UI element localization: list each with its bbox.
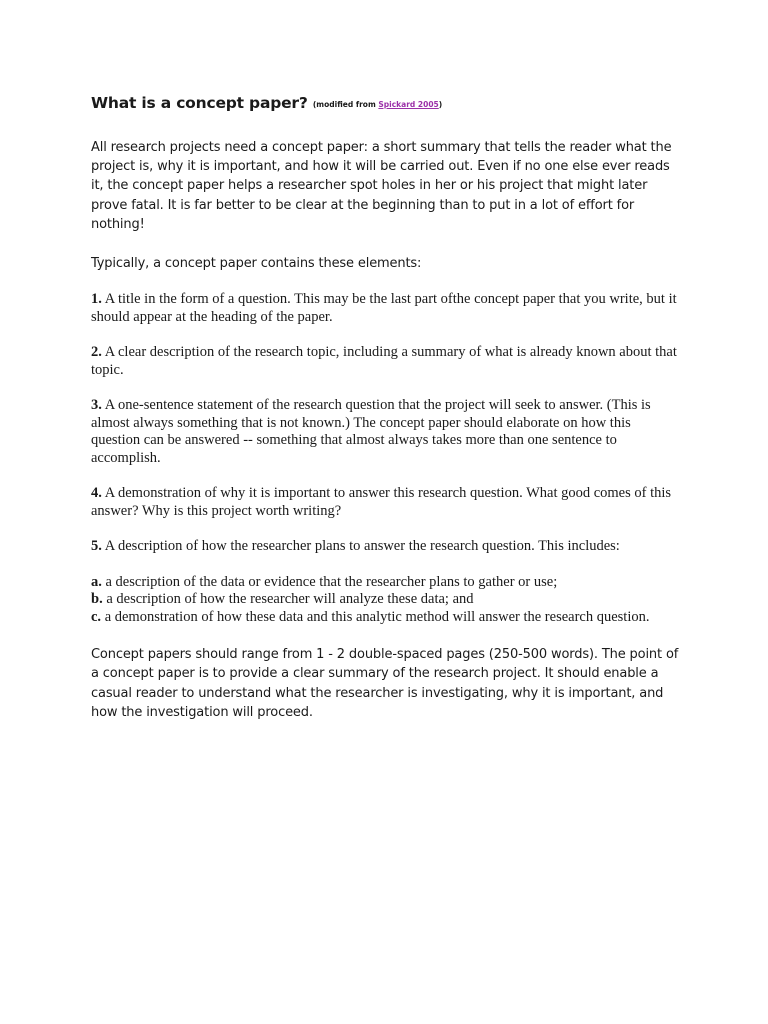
page-title	[91, 92, 681, 116]
element-item-5	[91, 538, 681, 556]
elements-intro: Typically, a concept paper contains these elements:	[91, 256, 422, 272]
element-item-4	[91, 485, 681, 520]
element-number: 4.	[91, 485, 102, 502]
element-item-2	[91, 344, 681, 379]
closing-paragraph: Concept papers should range from 1 - 2 double-spaced pages (250-500 words). The point of a concept paper is to provide a clear summary of the research project. It should enable a casual reader to understand what the researcher is investigating, why it is important, and how the investigation will proceed.	[91, 647, 679, 720]
sub-item-a	[91, 574, 681, 592]
source-note	[313, 100, 442, 109]
title-text: What is a concept paper?	[91, 94, 308, 112]
sub-item-c	[91, 609, 681, 627]
sub-item-letter: c.	[91, 608, 102, 625]
sub-item-text: a description of the data or evidence that the researcher plans to gather or use;	[101, 573, 558, 590]
element-text: A title in the form of a question. This may be the last part ofthe concept paper that you write, but it should appear at the heading of the paper.	[91, 291, 677, 325]
element-item-3	[91, 397, 681, 467]
sub-item-b	[91, 591, 681, 609]
element-number: 5.	[91, 538, 102, 555]
sub-item-text: a demonstration of how these data and this analytic method will answer the research question.	[101, 608, 650, 625]
document-page	[91, 92, 681, 722]
element-item-1	[91, 291, 681, 326]
sub-item-list	[91, 574, 681, 627]
intro-paragraph: All research projects need a concept paper: a short summary that tells the reader what the project is, why it is important, and how it will be carried out. Even if no one else ever reads it, the concept paper helps a researcher spot holes in her or his project that might later prove fatal. It is far better to be clear at the beginning than to put in a lot of effort for nothing!	[91, 140, 672, 232]
element-text: A clear description of the research topic, including a summary of what is already known about that topic.	[91, 344, 677, 378]
source-note-prefix: (modified from	[312, 100, 379, 109]
element-number: 1.	[91, 291, 102, 308]
source-link[interactable]: Spickard 2005	[378, 100, 439, 109]
sub-item-letter: b.	[91, 591, 103, 608]
sub-item-text: a description of how the researcher will analyze these data; and	[102, 591, 474, 608]
element-text: A description of how the researcher plans to answer the research question. This includes:	[101, 538, 620, 555]
element-number: 3.	[91, 397, 102, 414]
element-text: A one-sentence statement of the research question that the project will seek to answer. (This is almost always something that is not known.) The concept paper should elaborate on how this question can be answered -- something that almost always takes more than one sentence to accomplish.	[91, 397, 651, 466]
source-note-suffix: )	[438, 100, 443, 109]
sub-item-letter: a.	[91, 573, 102, 590]
element-text: A demonstration of why it is important to answer this research question. What good comes of this answer? Why is this project worth writing?	[91, 485, 672, 519]
element-number: 2.	[91, 344, 102, 361]
